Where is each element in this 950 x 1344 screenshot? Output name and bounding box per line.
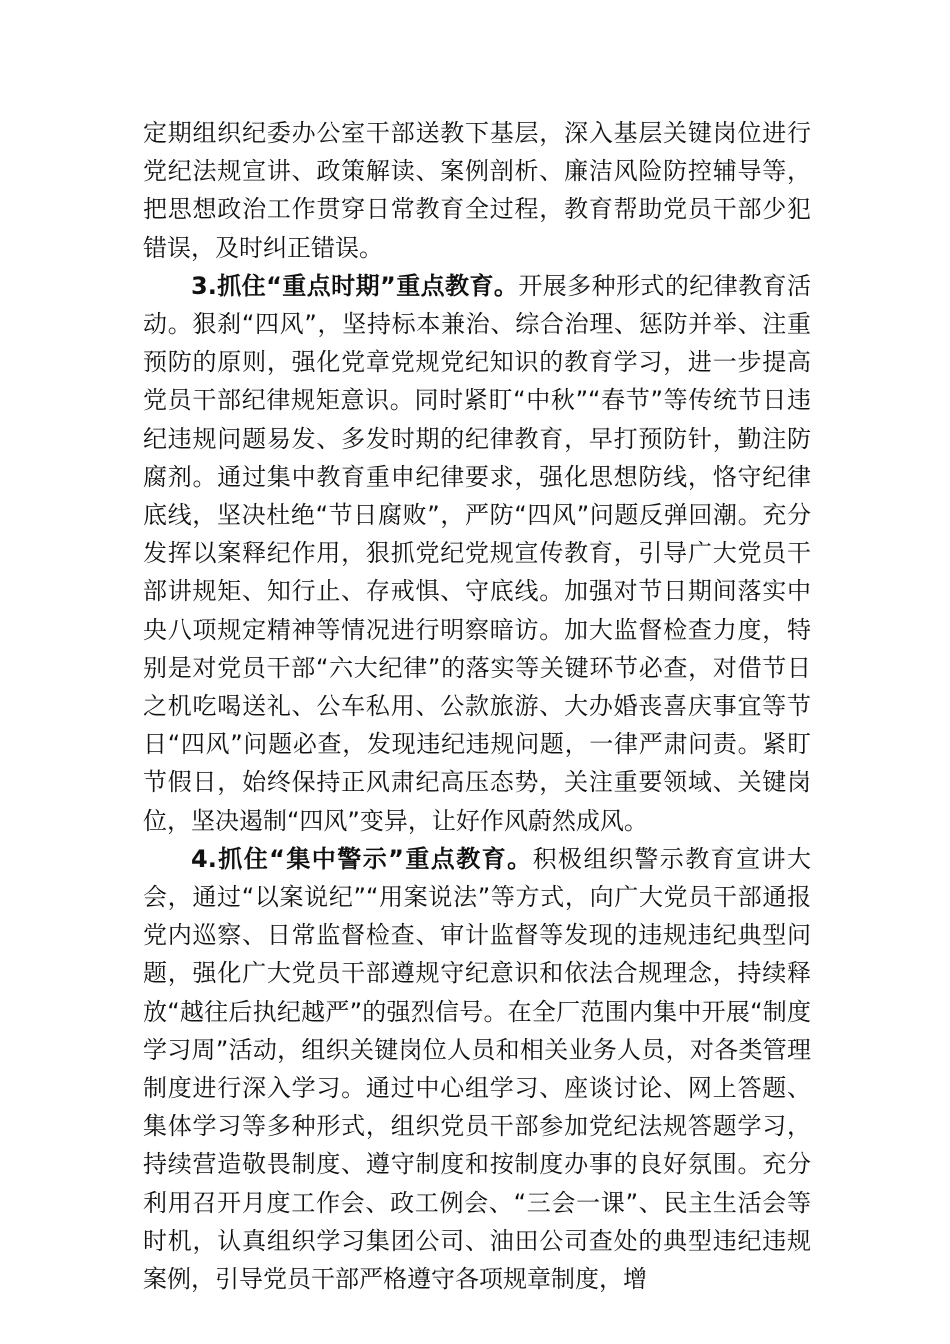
paragraph-continuation: 定期组织纪委办公室干部送教下基层，深入基层关键岗位进行党纪法规宣讲、政策解读、案例剖析、廉洁风险防控辅导等，把思想政治工作贯穿日常教育全过程，教育帮助党员干部少犯错误，及时纠正错误。	[143, 119, 811, 262]
section-3-heading: 3.抓住“重点时期”重点教育。	[191, 271, 519, 300]
paragraph-section-3	[143, 267, 811, 840]
section-4-heading: 4.抓住“集中警示”重点教育。	[191, 844, 533, 873]
section-4-body: 积极组织警示教育宣讲大会，通过“以案说纪”“用案说法”等方式，向广大党员干部通报党内巡察、日常监督检查、审计监督等发现的违规违纪典型问题，强化广大党员干部遵规守纪意识和依法合规理念，持续释放“越往后执纪越严”的强烈信号。在全厂范围内集中开展“制度学习周”活动，组织关键岗位人员和相关业务人员，对各类管理制度进行深入学习。通过中心组学习、座谈讨论、网上答题、集体学习等多种形式，组织党员干部参加党纪法规答题学习，持续营造敬畏制度、遵守制度和按制度办事的良好氛围。充分利用召开月度工作会、政工例会、“三会一课”、民主生活会等时机，认真组织学习集团公司、油田公司查处的典型违纪违规案例，引导党员干部严格遵守各项规章制度，增	[143, 844, 811, 1294]
section-3-body: 开展多种形式的纪律教育活动。狠刹“四风”，坚持标本兼治、综合治理、惩防并举、注重预防的原则，强化党章党规党纪知识的教育学习，进一步提高党员干部纪律规矩意识。同时紧盯“中秋”“春节”等传统节日违纪违规问题易发、多发时期的纪律教育，早打预防针，勤注防腐剂。通过集中教育重申纪律要求，强化思想防线，恪守纪律底线，坚决杜绝“节日腐败”，严防“四风”问题反弹回潮。充分发挥以案释纪作用，狠抓党纪党规宣传教育，引导广大党员干部讲规矩、知行止、存戒惧、守底线。加强对节日期间落实中央八项规定精神等情况进行明察暗访。加大监督检查力度，特别是对党员干部“六大纪律”的落实等关键环节必查，对借节日之机吃喝送礼、公车私用、公款旅游、大办婚丧喜庆事宜等节日“四风”问题必查，发现违纪违规问题，一律严肃问责。紧盯节假日，始终保持正风肃纪高压态势，关注重要领域、关键岗位，坚决遏制“四风”变异，让好作风蔚然成风。	[143, 271, 811, 835]
document-page	[143, 114, 811, 1298]
paragraph-section-4	[143, 840, 811, 1298]
